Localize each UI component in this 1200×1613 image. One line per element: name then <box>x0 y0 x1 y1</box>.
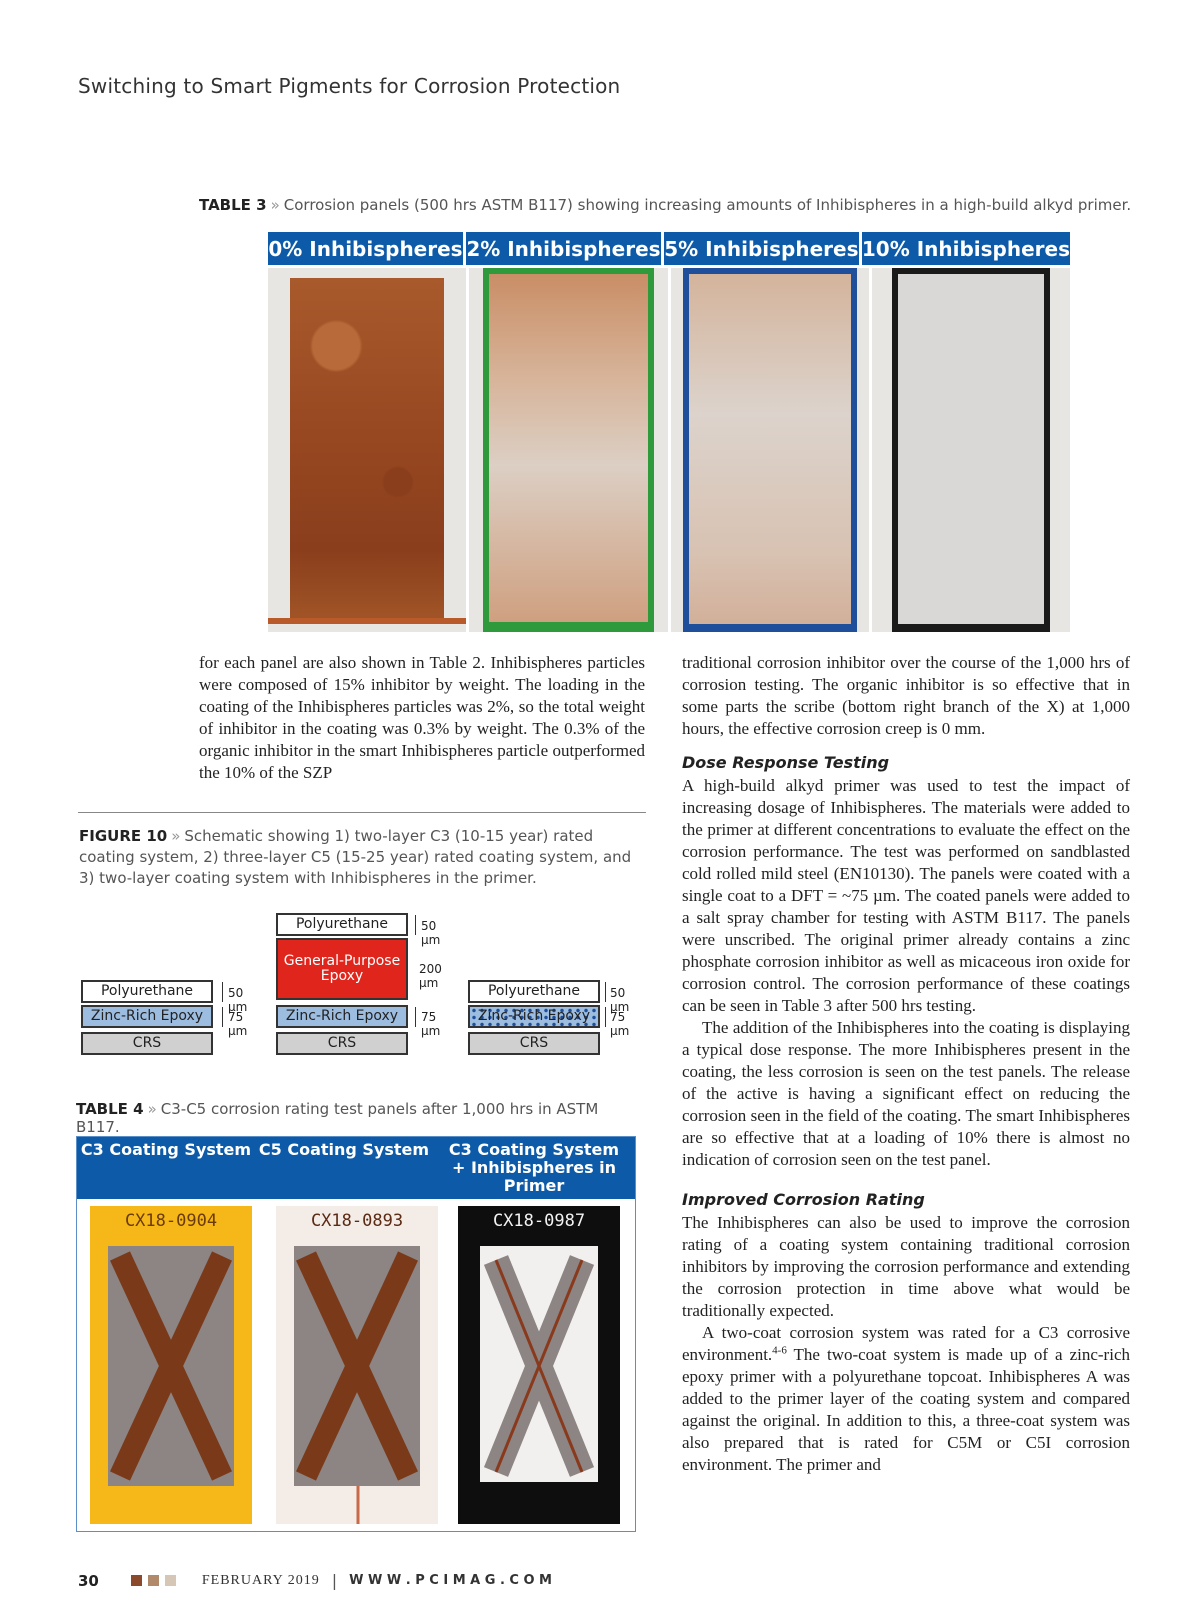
table3-col-1: 2% Inhibispheres <box>466 232 661 265</box>
panel-photo-5pct <box>671 268 869 632</box>
table4-caption-text: C3-C5 corrosion rating test panels after 1,000 hrs in ASTM B117. <box>76 1100 599 1136</box>
s2-dim-primer: 75 µm <box>421 1010 441 1038</box>
left-paragraph: for each panel are also shown in Table 2. Inhibispheres particles were composed of 15% inhibitor by weight. The loading in the coating of the Inhibispheres particles was 2%, so the total weight of inhibitor in the coating was 0.3% by weight. The 0.3% of the organic inhibitor in the smart Inhibispheres particle outperformed the 10% of the SZP <box>199 653 645 782</box>
panel-photo-2pct <box>469 268 667 632</box>
right-para-5 <box>682 1322 1130 1476</box>
x-scribe-icon <box>276 1236 438 1524</box>
s1-dim-primer: 75 µm <box>228 1010 248 1038</box>
square-icon <box>148 1575 159 1586</box>
table3-caption <box>199 196 1139 214</box>
heading-dose-response: Dose Response Testing <box>682 753 890 772</box>
issue-date: FEBRUARY 2019 <box>201 1572 320 1588</box>
page-number: 30 <box>78 1571 99 1590</box>
right-column <box>682 652 1130 1476</box>
table3-panels <box>268 268 1070 632</box>
c3-inhibispheres-panel-photo <box>458 1206 620 1524</box>
s2-dim-topcoat: 50 µm <box>421 919 441 947</box>
page-footer <box>78 1571 552 1590</box>
s3-polyurethane-layer: Polyurethane <box>468 980 600 1003</box>
s1-zinc-rich-epoxy-layer: Zinc-Rich Epoxy <box>81 1005 213 1028</box>
right-para-4: The Inhibispheres can also be used to improve the corrosion rating of a coating system containing traditional corrosion inhibitors by improving the corrosion performance and extending the corrosion protection in time above what would be traditionally expected. <box>682 1213 1130 1320</box>
left-body-text <box>199 652 645 784</box>
dim-line <box>222 1007 223 1027</box>
footer-separator: | <box>331 1571 338 1590</box>
right-para-5-b: The two-coat system is made up of a zinc-rich epoxy primer with a polyurethane topcoat. Inhibispheres A was added to the primer layer of the coating system and compared against the original. In addition to this, a three-coat system was also prepared that is rated for C5M or C5I corrosion environment. The primer and <box>682 1345 1130 1474</box>
c5-panel-photo <box>276 1206 438 1524</box>
right-para-3: The addition of the Inhibispheres into the coating is displaying a typical dose response. The more Inhibispheres present in the coating, the less corrosion is seen on the test panels. The release of the active is having a significant effect on reducing the corrosion seen in the field of the coating. The smart Inhibispheres are so effective that at a loading of 10% there is almost no indication of corrosion seen on the test panel. <box>682 1018 1130 1169</box>
s2-zinc-rich-epoxy-layer: Zinc-Rich Epoxy <box>276 1005 408 1028</box>
table4-col-1: C5 Coating System <box>258 1140 430 1159</box>
figure10-caption-text: Schematic showing 1) two-layer C3 (10-15 year) rated coating system, 2) three-layer C5 (15-25 year) rated coating system, and 3) two-layer coating system with Inhibispheres in the primer. <box>79 827 632 887</box>
table3-col-0: 0% Inhibispheres <box>268 232 463 265</box>
c3-inhibispheres-panel-id: CX18-0987 <box>492 1211 586 1231</box>
chevron-icon: » <box>147 1100 157 1118</box>
s3-zinc-rich-epoxy-inhibispheres-layer: Zinc-Rich Epoxy <box>468 1005 600 1028</box>
table3-caption-text: Corrosion panels (500 hrs ASTM B117) showing increasing amounts of Inhibispheres in a high-build alkyd primer. <box>283 196 1132 214</box>
table3-label: TABLE 3 <box>199 196 267 214</box>
heading-improved-rating: Improved Corrosion Rating <box>682 1190 925 1209</box>
chevron-icon: » <box>270 196 280 214</box>
table4-header <box>77 1137 635 1199</box>
right-para-5-a: A two-coat corrosion system was rated for a C3 corrosive environment. <box>682 1323 1130 1364</box>
running-head: Switching to Smart Pigments for Corrosion Protection <box>78 74 621 98</box>
figure10-label: FIGURE 10 <box>79 827 168 845</box>
s3-dim-primer: 75 µm <box>610 1010 630 1038</box>
chevron-icon: » <box>171 827 181 845</box>
x-scribe-icon <box>458 1236 620 1524</box>
table3-col-3: 10% Inhibispheres <box>862 232 1070 265</box>
s2-polyurethane-layer: Polyurethane <box>276 913 408 936</box>
panel-photo-0pct <box>268 268 466 632</box>
table4-caption <box>76 1100 646 1136</box>
citation-superscript: 4-6 <box>772 1344 787 1357</box>
table3-col-2: 5% Inhibispheres <box>664 232 859 265</box>
s1-crs-layer: CRS <box>81 1032 213 1055</box>
s1-dim-topcoat: 50 µm <box>228 986 248 1014</box>
website-url: W W W . P C I M A G . C O M <box>349 1573 552 1588</box>
square-icon <box>131 1575 142 1586</box>
c3-panel-id: CX18-0904 <box>124 1211 218 1231</box>
s2-general-purpose-epoxy-layer: General-Purpose Epoxy <box>276 938 408 1000</box>
dim-line <box>415 1007 416 1027</box>
dim-line <box>605 982 606 1002</box>
dim-line <box>605 1007 606 1027</box>
table4-col-0: C3 Coating System <box>80 1140 252 1159</box>
x-scribe-icon <box>90 1236 252 1524</box>
s1-polyurethane-layer: Polyurethane <box>81 980 213 1003</box>
s3-crs-layer: CRS <box>468 1032 600 1055</box>
panel-photo-10pct <box>872 268 1070 632</box>
s2-dim-intermediate: 200 µm <box>419 962 442 990</box>
divider <box>78 812 646 813</box>
square-icon <box>165 1575 176 1586</box>
table4-label: TABLE 4 <box>76 1100 144 1118</box>
figure10-caption <box>79 826 645 889</box>
dim-line <box>415 915 416 935</box>
c3-panel-photo <box>90 1206 252 1524</box>
right-para-1: traditional corrosion inhibitor over the course of the 1,000 hrs of corrosion testing. The organic inhibitor is so effective that in some parts the scribe (bottom right branch of the X) at 1,000 hours, the effective corrosion creep is 0 mm. <box>682 653 1130 738</box>
c5-panel-id: CX18-0893 <box>310 1211 404 1231</box>
table3-header <box>268 232 1070 265</box>
s3-dim-topcoat: 50 µm <box>610 986 630 1014</box>
right-para-2: A high-build alkyd primer was used to test the impact of increasing dosage of Inhibispheres. The materials were added to the primer at different concentrations to evaluate the effect on the corrosion performance. The test was performed on sandblasted cold rolled mild steel (EN10130). The panels were coated with a single coat to a DFT = ~75 µm. The coated panels were added to a salt spray chamber for testing with ASTM B117. The panels were unscribed. The original primer already contains a zinc phosphate corrosion inhibitor as well as micaceous iron oxide for corrosion control. The corrosion performance of these coatings can be seen in Table 3 after 500 hrs testing. <box>682 776 1130 1015</box>
s2-crs-layer: CRS <box>276 1032 408 1055</box>
dim-line <box>222 982 223 1002</box>
table4-col-2: C3 Coating System + Inhibispheres in Primer <box>448 1140 620 1195</box>
footer-squares <box>131 1575 176 1586</box>
